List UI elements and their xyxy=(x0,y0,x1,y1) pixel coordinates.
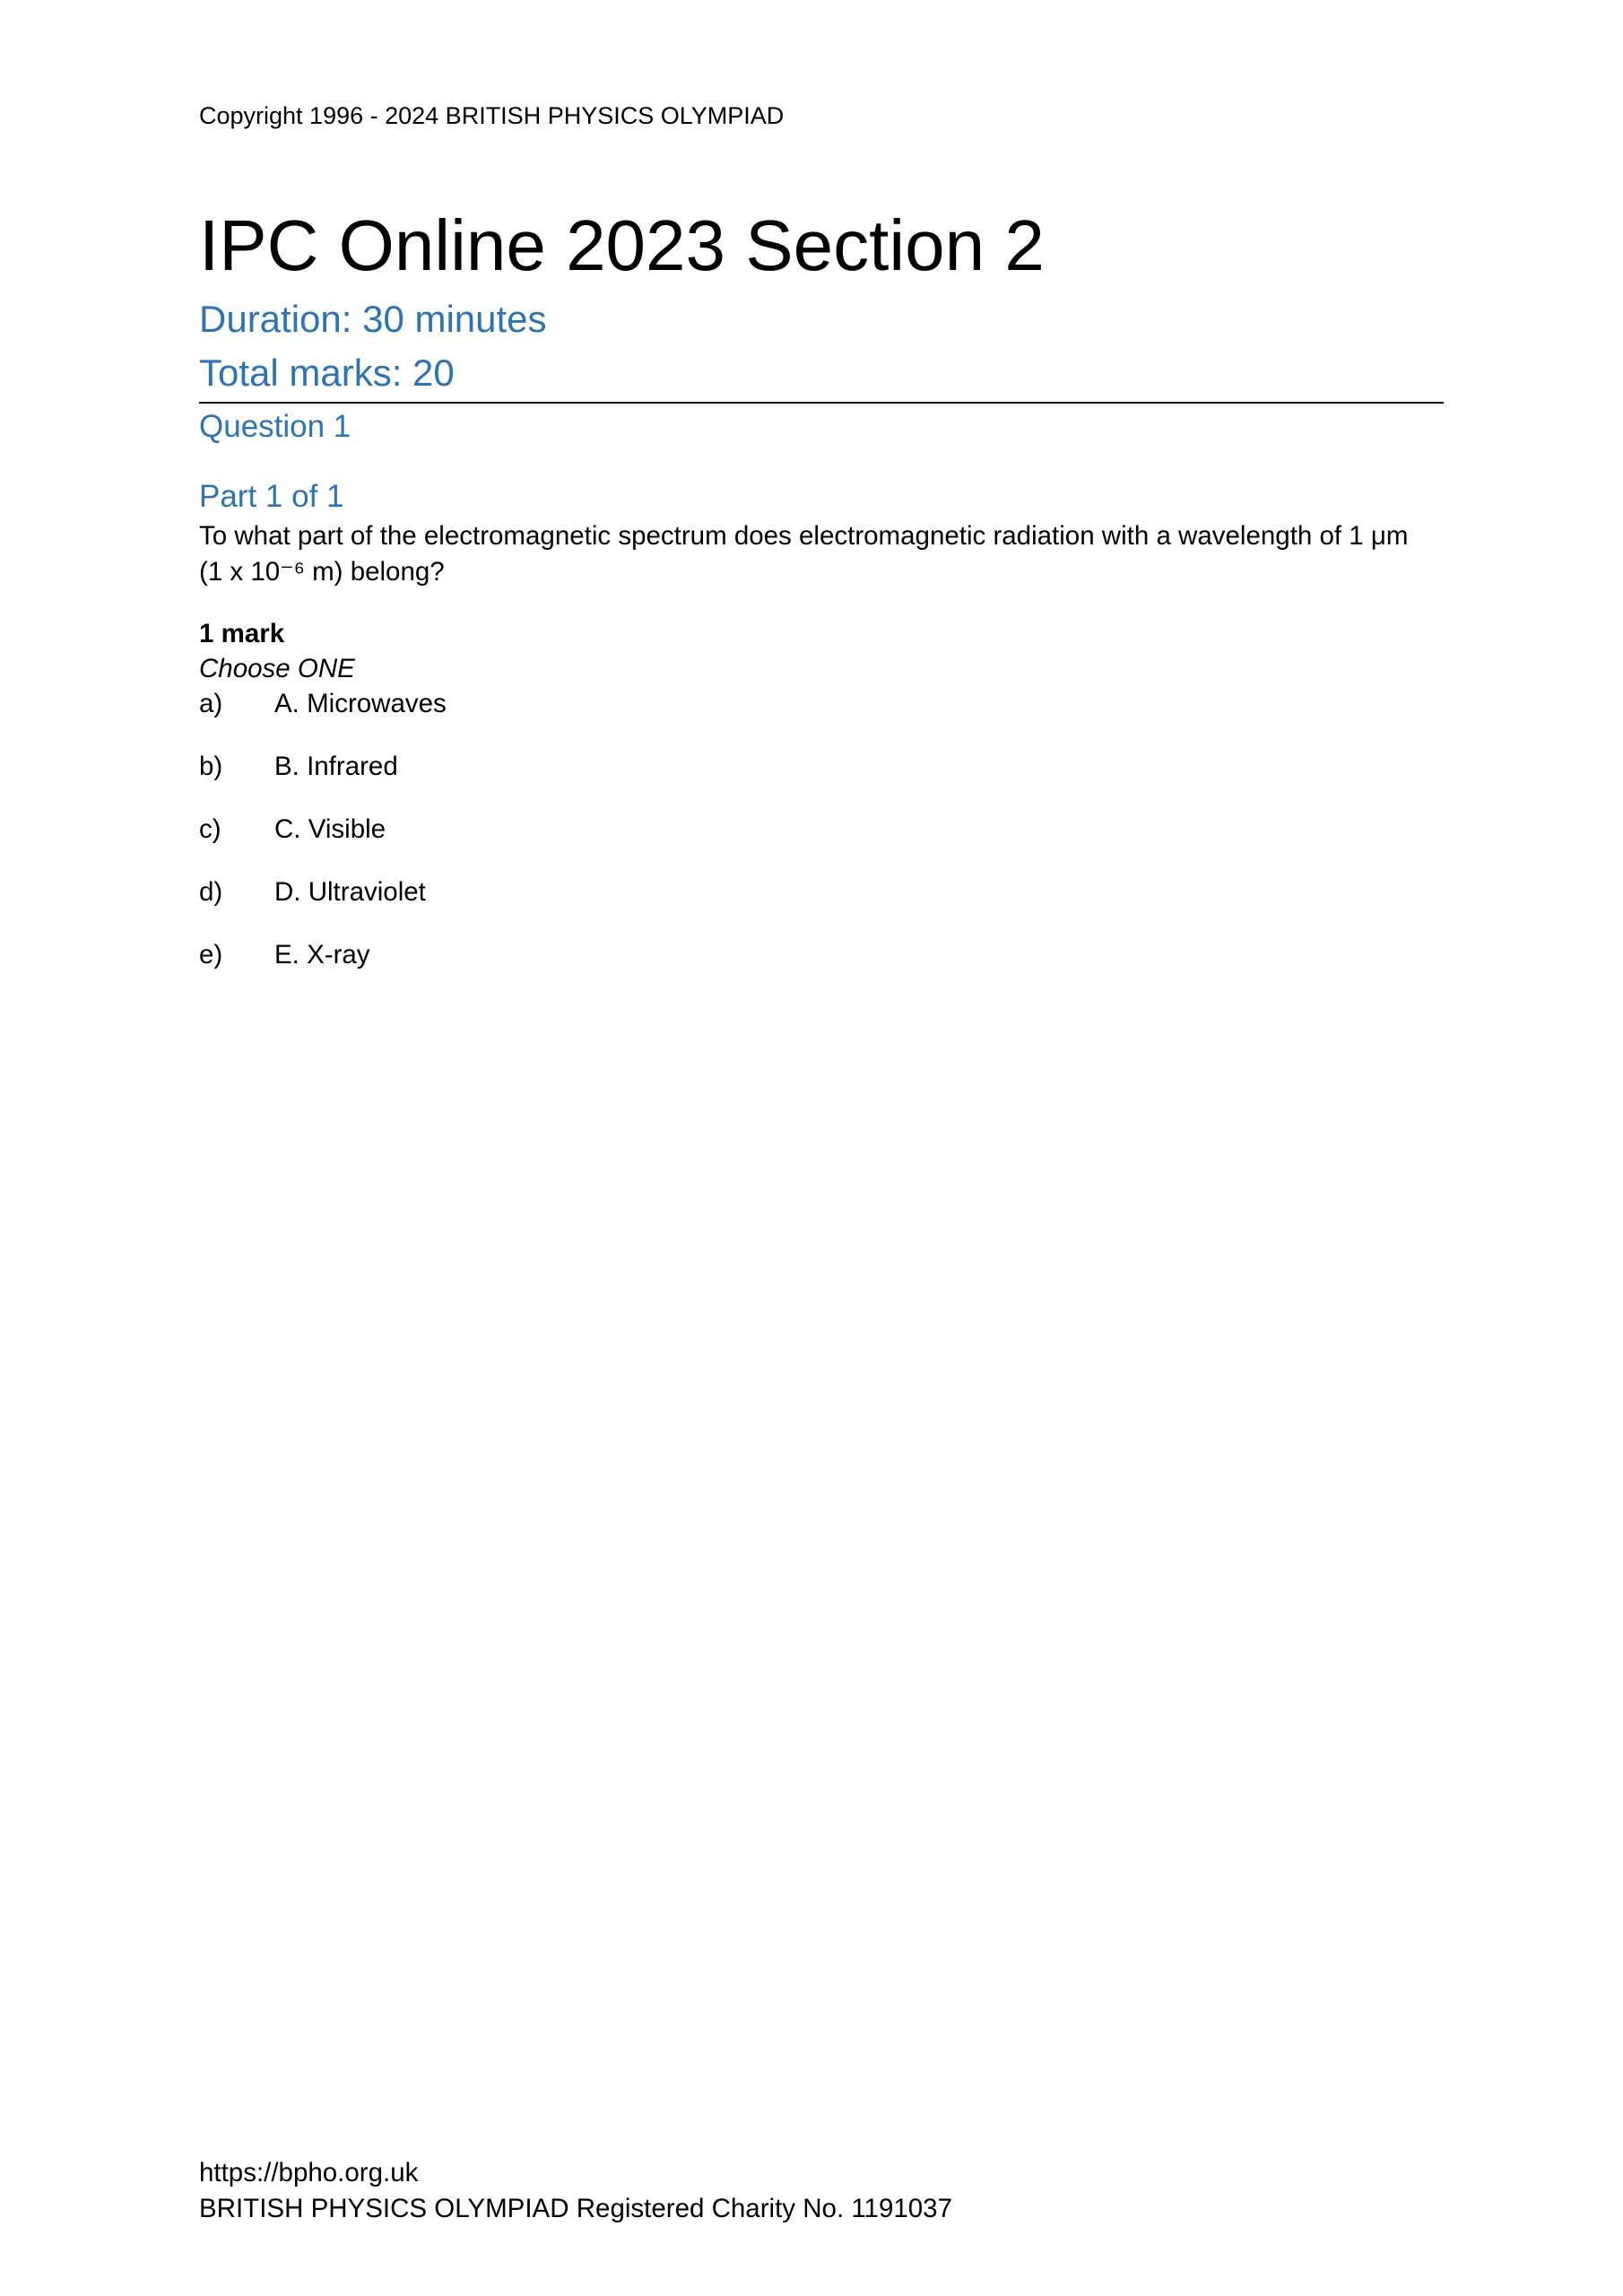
option-letter: b) xyxy=(199,752,223,781)
option-label: A. Microwaves xyxy=(274,689,447,718)
option-label: B. Infrared xyxy=(274,752,398,781)
marks-label: 1 mark xyxy=(199,619,285,648)
option-label: E. X-ray xyxy=(274,940,370,970)
question-text-line-2: (1 x 10⁻⁶ m) belong? xyxy=(199,557,445,587)
copyright-notice: Copyright 1996 - 2024 BRITISH PHYSICS OLYMPIAD xyxy=(199,102,785,129)
answer-option-e[interactable] xyxy=(199,938,737,1001)
paper-title: IPC Online 2023 Section 2 xyxy=(199,205,1045,285)
answer-option-b[interactable] xyxy=(199,750,737,813)
option-letter: c) xyxy=(199,814,221,844)
duration-label: Duration: 30 minutes xyxy=(199,298,547,340)
option-letter: d) xyxy=(199,877,223,907)
option-label: D. Ultraviolet xyxy=(274,877,426,907)
total-marks-label: Total marks: 20 xyxy=(199,352,455,394)
question-text-line-1: To what part of the electromagnetic spectrum does electromagnetic radiation with a wavelength of 1 μm xyxy=(199,521,1409,551)
title-divider xyxy=(199,402,1444,404)
instruction-label: Choose ONE xyxy=(199,654,355,683)
question-heading: Question 1 xyxy=(199,409,352,444)
answer-option-c[interactable] xyxy=(199,813,737,875)
answer-options xyxy=(199,687,737,1001)
option-letter: a) xyxy=(199,689,223,718)
answer-option-a[interactable] xyxy=(199,687,737,750)
option-label: C. Visible xyxy=(274,814,386,844)
footer-charity-notice: BRITISH PHYSICS OLYMPIAD Registered Charity No. 1191037 xyxy=(199,2194,952,2223)
option-letter: e) xyxy=(199,940,223,970)
document-page xyxy=(199,0,1444,2296)
part-heading: Part 1 of 1 xyxy=(199,479,344,514)
footer-url-link[interactable]: https://bpho.org.uk xyxy=(199,2158,419,2187)
question-text xyxy=(199,518,1444,590)
answer-option-d[interactable] xyxy=(199,875,737,938)
